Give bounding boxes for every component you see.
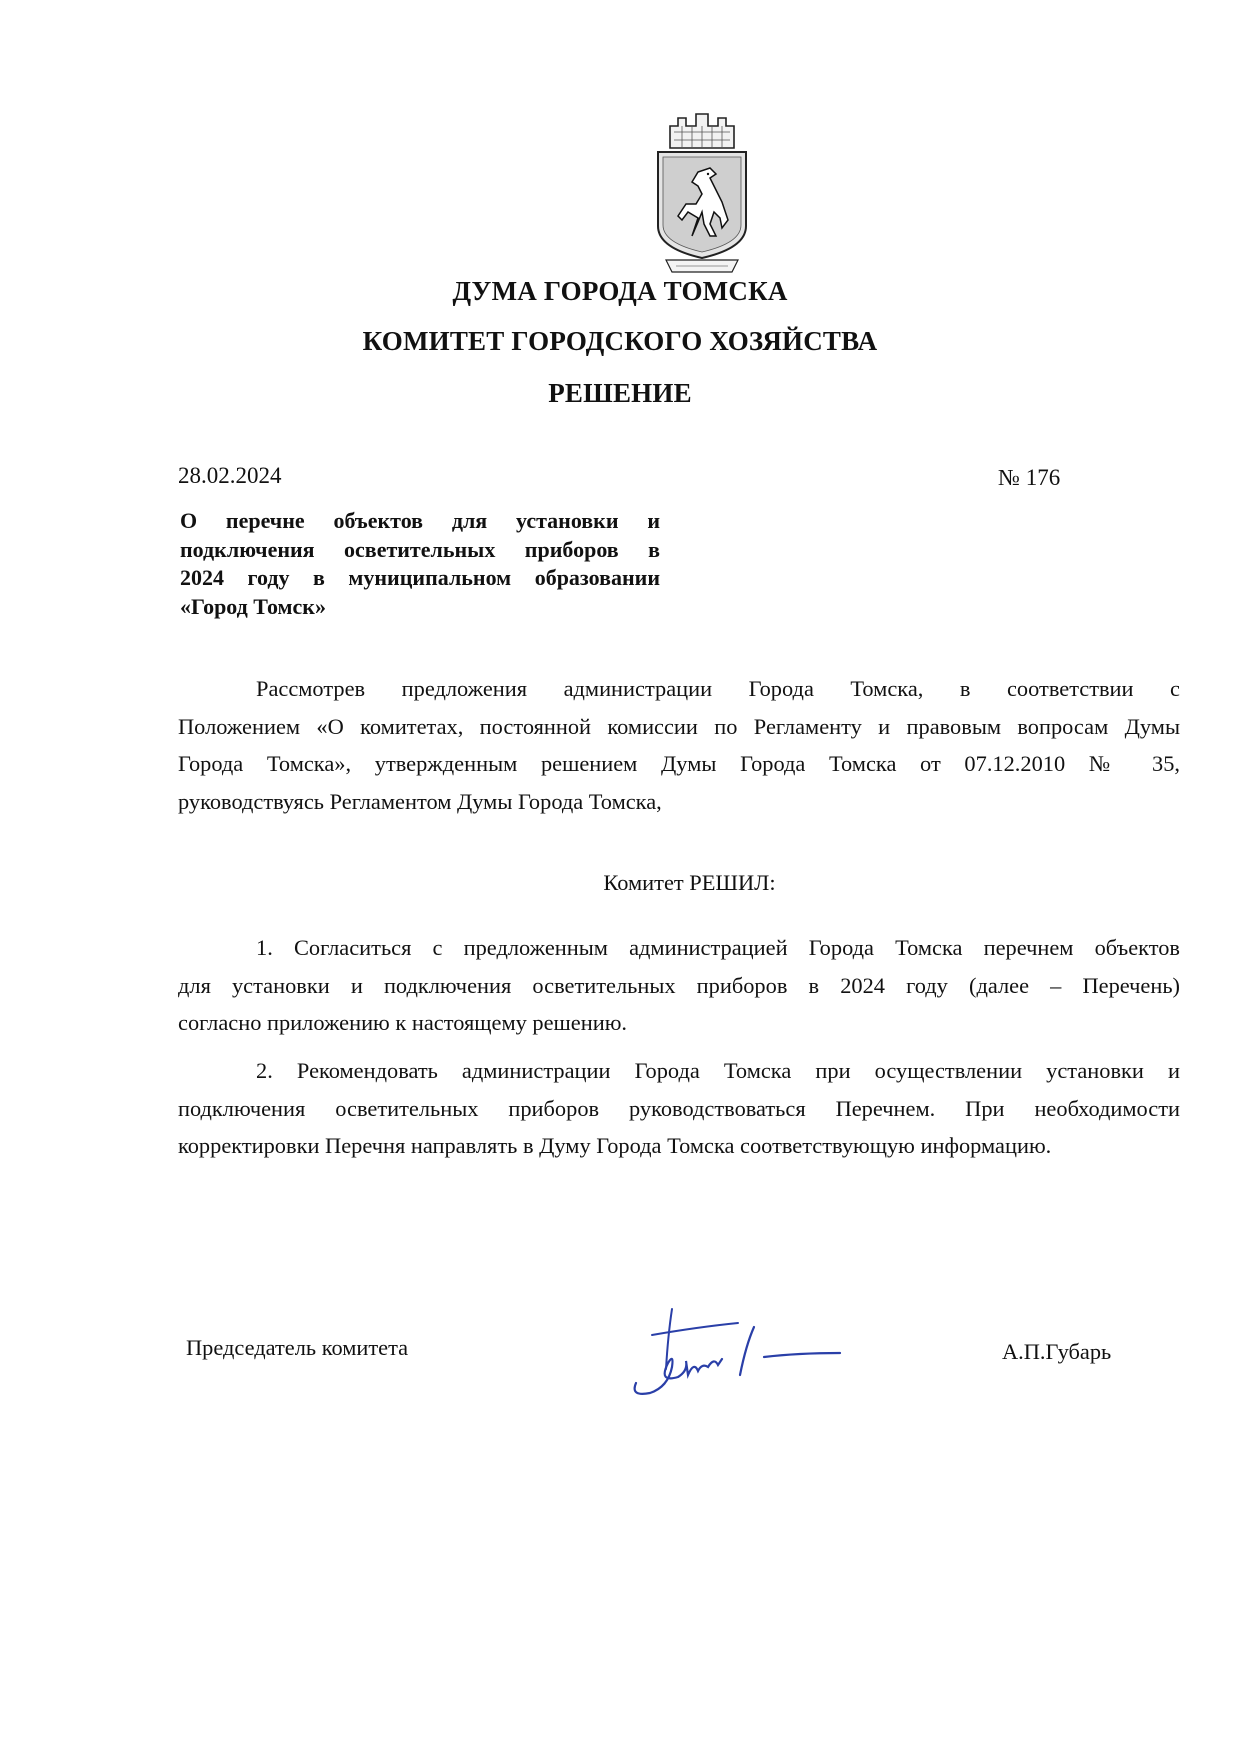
item-line: 2. Рекомендовать администрации Города Томска при осуществлении установки и — [256, 1058, 1180, 1083]
tomsk-coat-of-arms-icon — [652, 108, 752, 276]
signatory-name: А.П.Губарь — [1002, 1339, 1112, 1364]
signatory-title: Председатель комитета — [186, 1335, 409, 1360]
preamble-line: Положением «О комитетах, постоянной комиссии по Регламенту и правовым вопросам Думы — [178, 713, 1180, 739]
doc-type: РЕШЕНИЕ — [548, 378, 692, 408]
item-line: для установки и подключения осветительных приборов в 2024 году (далее – Перечень) — [178, 972, 1180, 998]
decision-item-1 — [178, 929, 1180, 1042]
preamble-line: Рассмотрев предложения администрации Города Томска, в соответствии с — [256, 676, 1180, 701]
item-line: 1. Согласиться с предложенным администрацией Города Томска перечнем объектов — [256, 935, 1180, 960]
decision-item-2 — [178, 1052, 1180, 1165]
item-line: корректировки Перечня направлять в Думу Города Томска соответствующую информацию. — [178, 1133, 1052, 1158]
subject-line: «Город Томск» — [180, 593, 326, 619]
preamble-line: Города Томска», утвержденным решением Думы Города Томска от 07.12.2010 № 35, — [178, 751, 1180, 776]
org-title: ДУМА ГОРОДА ТОМСКА — [452, 276, 788, 306]
preamble-paragraph — [178, 670, 1180, 820]
subject-line: О перечне объектов для установки и — [180, 508, 660, 533]
document-date: 28.02.2024 — [178, 463, 282, 488]
handwritten-signature — [628, 1305, 848, 1401]
subject-line: подключения осветительных приборов в — [180, 536, 660, 562]
preamble-line: руководствуясь Регламентом Думы Города Томска, — [178, 788, 662, 814]
document-number: № 176 — [998, 465, 1061, 490]
committee-title: КОМИТЕТ ГОРОДСКОГО ХОЗЯЙСТВА — [362, 326, 878, 356]
subject-line: 2024 году в муниципальном образовании — [180, 565, 660, 590]
subject-heading — [180, 507, 660, 621]
decision-heading: Комитет РЕШИЛ: — [603, 870, 776, 895]
item-line: согласно приложению к настоящему решению. — [178, 1010, 628, 1035]
item-line: подключения осветительных приборов руководствоваться Перечнем. При необходимости — [178, 1095, 1180, 1121]
